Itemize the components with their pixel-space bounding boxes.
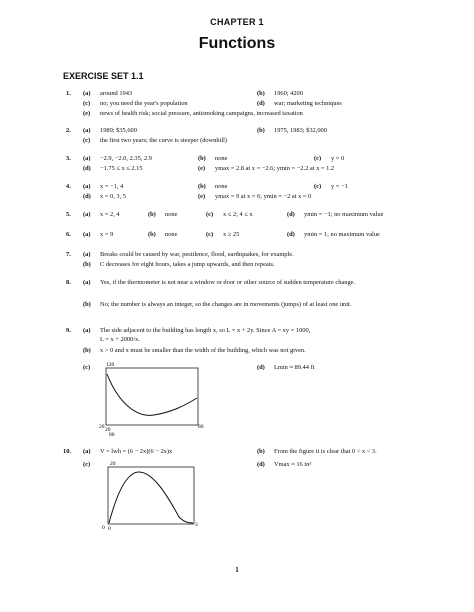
part-label: (b) xyxy=(83,347,91,354)
part-label: (a) xyxy=(83,90,91,97)
curve-l-of-x xyxy=(107,374,197,415)
answer-text: 1975, 1983; $32,000 xyxy=(274,127,327,134)
answer-text: none xyxy=(165,211,178,218)
x-min-label: 20 xyxy=(105,427,111,433)
y-max-label: 20 xyxy=(110,461,116,467)
answer-text: ymin = −1; no maximum value xyxy=(304,211,384,218)
answer-text: x = 2, 4 xyxy=(100,211,120,218)
part-label: (b) xyxy=(198,183,206,190)
answer-text: none xyxy=(165,231,178,238)
problem-number: 6. xyxy=(66,231,71,238)
part-label: (a) xyxy=(83,251,91,258)
part-label: (b) xyxy=(148,211,156,218)
part-label: (c) xyxy=(83,461,91,468)
x-min-label: 0 xyxy=(102,525,105,531)
part-label: (e) xyxy=(83,110,91,117)
part-label: (b) xyxy=(257,448,265,455)
x-max-label: 3 xyxy=(195,522,198,528)
answer-text: y = −1 xyxy=(331,183,348,190)
part-label: (a) xyxy=(83,155,91,162)
part-label: (a) xyxy=(83,127,91,134)
part-label: (b) xyxy=(83,261,91,268)
x-max-label: 80 xyxy=(198,424,204,430)
answer-text: x = 0, 3, 5 xyxy=(100,193,126,200)
part-label: (e) xyxy=(198,193,206,200)
answer-text: −1.75 ≤ x ≤ 2.15 xyxy=(100,165,143,172)
part-label: (d) xyxy=(83,193,91,200)
answer-text: ymin = 1; no maximum value xyxy=(304,231,380,238)
part-label: (a) xyxy=(83,327,91,334)
answer-text: Lmin ≈ 89.44 ft xyxy=(274,364,315,371)
problem-number: 1. xyxy=(66,90,71,97)
part-label: (d) xyxy=(287,231,295,238)
chapter-label: CHAPTER 1 xyxy=(210,17,264,27)
answer-text: the first two years; the curve is steeper (downhill) xyxy=(100,137,228,144)
part-label: (c) xyxy=(83,100,91,107)
answer-text: Breaks could be caused by war, pestilence, flood, earthquakes, for example. xyxy=(100,251,294,258)
answer-text: Vmax ≈ 16 in³ xyxy=(274,461,312,468)
answer-text: x ≥ 25 xyxy=(223,231,240,238)
answer-text: 1989; $35,600 xyxy=(100,127,137,134)
page-title: Functions xyxy=(198,35,276,52)
y-min-label: 20 xyxy=(99,424,105,430)
y-max-label: 120 xyxy=(106,362,115,368)
part-label: (c) xyxy=(83,137,91,144)
answer-text: ymax = 2.8 at x = −2.6; ymin = −2.2 at x = 1.2 xyxy=(215,165,335,172)
plot-length-vs-x xyxy=(96,362,208,438)
part-label: (c) xyxy=(83,364,91,371)
problem-number: 9. xyxy=(66,327,71,334)
answer-text: x ≤ 2; 4 ≤ x xyxy=(223,211,253,218)
answer-text: L = x + 2000/x. xyxy=(100,336,140,343)
plot-volume-vs-x xyxy=(96,459,206,531)
part-label: (a) xyxy=(83,448,91,455)
part-label: (c) xyxy=(206,231,214,238)
part-label: (b) xyxy=(83,301,91,308)
problem-number: 10. xyxy=(63,448,71,455)
answer-text: war; marketing techniques xyxy=(274,100,342,107)
problem-number: 8. xyxy=(66,279,71,286)
part-label: (c) xyxy=(206,211,214,218)
part-label: (b) xyxy=(148,231,156,238)
answer-text: From the figure it is clear that 0 < x < 3. xyxy=(274,448,377,455)
part-label: (d) xyxy=(287,211,295,218)
answer-text: ymax = 9 at x = 6; ymin = −2 at x = 0 xyxy=(215,193,312,200)
answer-text: news of health risk; social pressure, antismoking campaigns, increased taxation xyxy=(100,110,303,117)
y-min-label: 0 xyxy=(108,526,111,531)
part-label: (d) xyxy=(83,165,91,172)
answer-text: No; the number is always an integer, so the changes are in movements (jumps) of at least one unit. xyxy=(100,301,352,308)
problem-number: 3. xyxy=(66,155,71,162)
answer-text: 1960; 4200 xyxy=(274,90,303,97)
problem-number: 5. xyxy=(66,211,71,218)
answer-text: The side adjacent to the building has length x, so L = x + 2y. Since A = xy = 1000, xyxy=(100,327,311,334)
part-label: (a) xyxy=(83,231,91,238)
part-label: (a) xyxy=(83,183,91,190)
answer-text: x = 9 xyxy=(100,231,114,238)
part-label: (d) xyxy=(257,364,265,371)
answer-text: Yes, if the thermometer is not near a window or door or other source of sudden temperature change. xyxy=(100,279,356,286)
part-label: (e) xyxy=(198,165,206,172)
answer-text: −2.9, −2.0, 2.35, 2.9 xyxy=(100,155,152,162)
problem-number: 2. xyxy=(66,127,71,134)
answer-text: no; you need the year's population xyxy=(100,100,188,107)
plot-frame xyxy=(108,467,194,524)
section-heading: EXERCISE SET 1.1 xyxy=(63,71,144,81)
problem-number: 7. xyxy=(66,251,71,258)
plot-frame xyxy=(106,368,198,425)
part-label: (c) xyxy=(314,155,322,162)
part-label: (c) xyxy=(314,183,322,190)
page-number: 1 xyxy=(235,566,239,574)
part-label: (b) xyxy=(198,155,206,162)
answer-text: C decreases for eight hours, takes a jump upwards, and then repeats. xyxy=(100,261,275,268)
part-label: (b) xyxy=(257,127,265,134)
answer-text: x > 0 and x must be smaller than the width of the building, which was not given. xyxy=(100,347,306,354)
problem-number: 4. xyxy=(66,183,71,190)
part-label: (b) xyxy=(257,90,265,97)
part-label: (d) xyxy=(257,100,265,107)
answer-text: none xyxy=(215,183,228,190)
answer-text: x = −1, 4 xyxy=(100,183,124,190)
answer-text: V = lwh = (6 − 2x)(6 − 2x)x xyxy=(100,448,173,455)
part-label: (a) xyxy=(83,211,91,218)
x-axis-label: 80 xyxy=(109,432,115,438)
answer-text: around 1943 xyxy=(100,90,133,97)
answer-text: y = 0 xyxy=(331,155,345,162)
answer-text: none xyxy=(215,155,228,162)
part-label: (d) xyxy=(257,461,265,468)
curve-v-of-x xyxy=(109,472,193,523)
part-label: (a) xyxy=(83,279,91,286)
